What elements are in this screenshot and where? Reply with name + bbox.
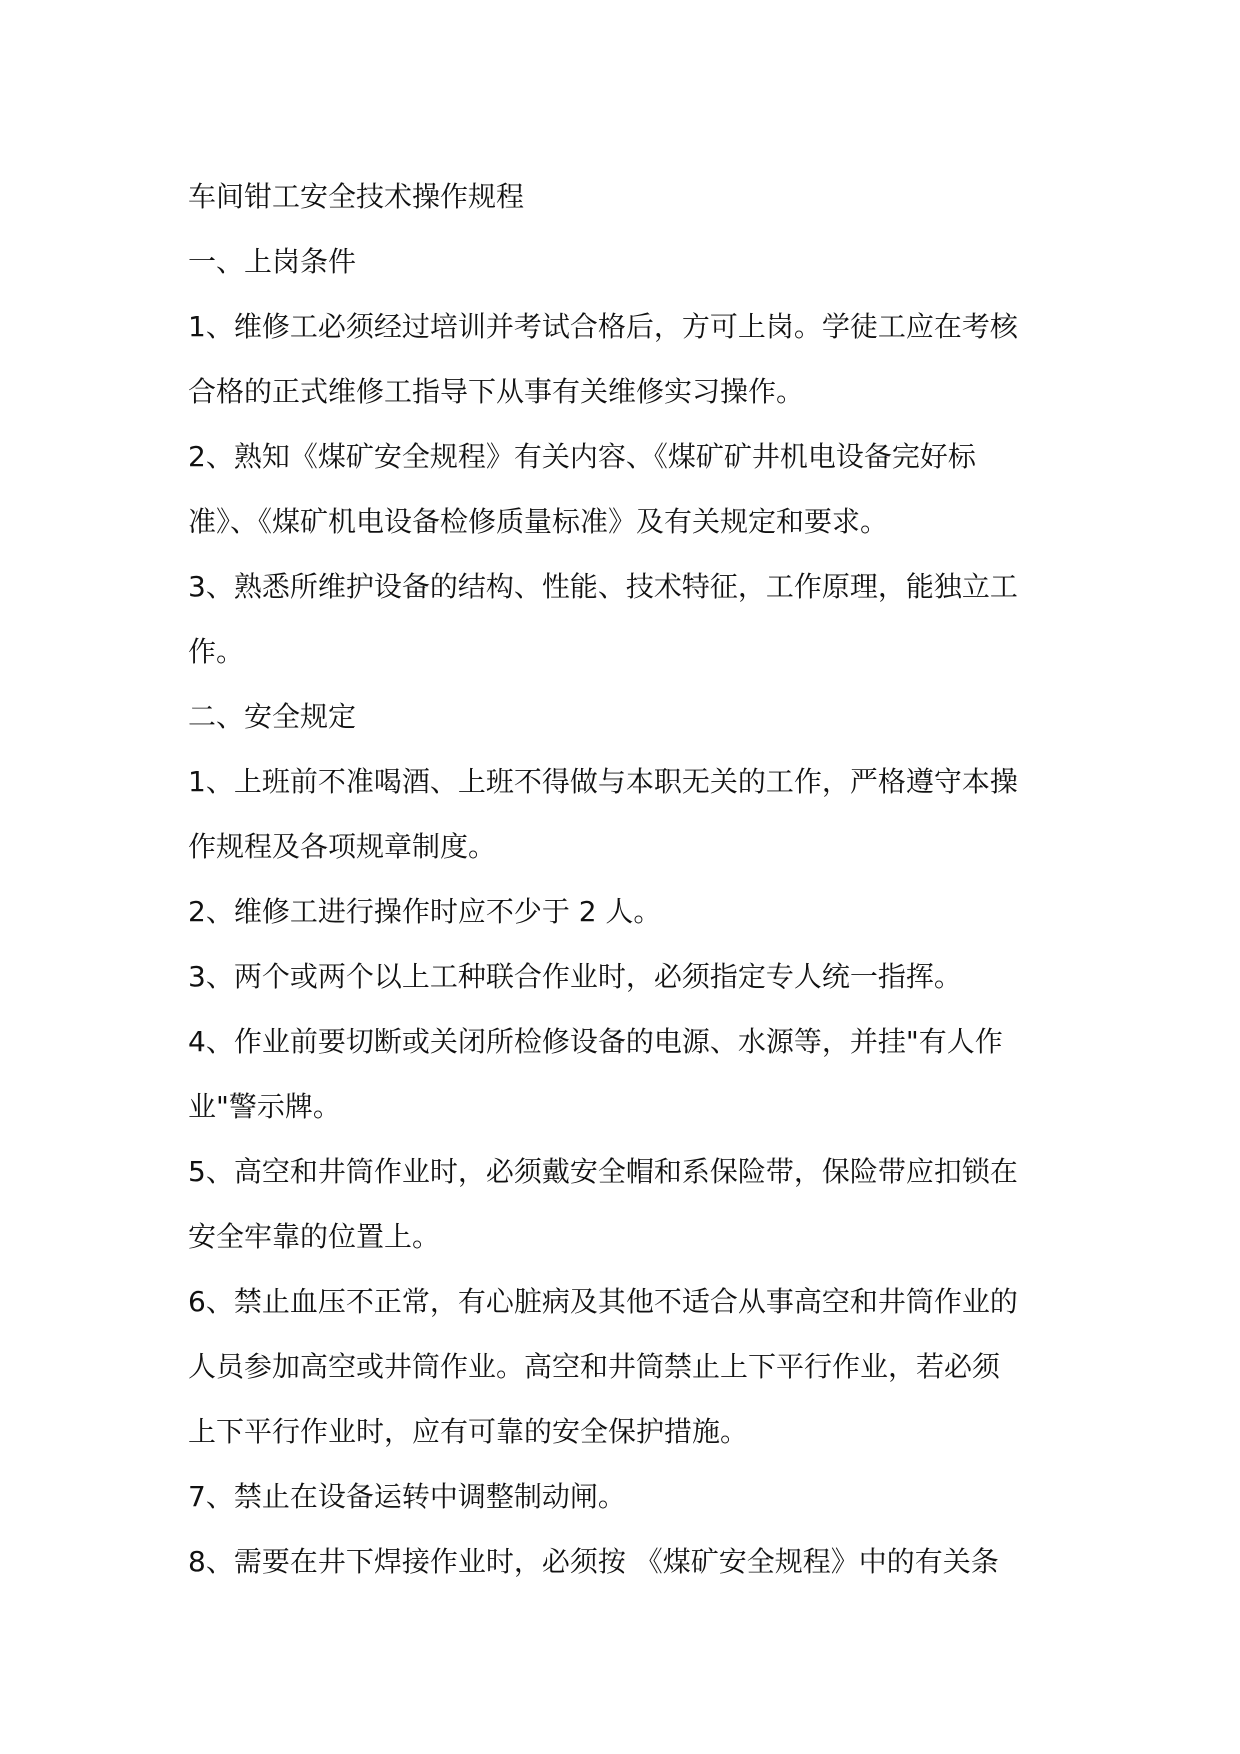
- paragraph-line: 7、禁止在设备运转中调整制动闸。: [188, 1480, 626, 1513]
- paragraph-line: 8、需要在井下焊接作业时，必须按 《煤矿安全规程》中的有关条: [188, 1545, 999, 1578]
- paragraph-line: 1、上班前不准喝酒、上班不得做与本职无关的工作，严格遵守本操: [188, 765, 1018, 798]
- paragraph-line: 准》、《煤矿机电设备检修质量标准》及有关规定和要求。: [188, 505, 889, 538]
- document-title: 车间钳工安全技术操作规程: [188, 180, 525, 213]
- paragraph-line: 人员参加高空或井筒作业。高空和井筒禁止上下平行作业，若必须: [188, 1350, 1001, 1383]
- paragraph-line: 安全牢靠的位置上。: [188, 1220, 441, 1253]
- paragraph-line: 1、维修工必须经过培训并考试合格后，方可上岗。学徒工应在考核: [188, 310, 1018, 343]
- paragraph-line: 2、维修工进行操作时应不少于 2 人。: [188, 895, 662, 928]
- paragraph-line: 作。: [188, 635, 245, 668]
- paragraph-line: 合格的正式维修工指导下从事有关维修实习操作。: [188, 375, 805, 408]
- paragraph-line: 6、禁止血压不正常，有心脏病及其他不适合从事高空和井筒作业的: [188, 1285, 1018, 1318]
- paragraph-line: 2、熟知《煤矿安全规程》有关内容、《煤矿矿井机电设备完好标: [188, 440, 976, 473]
- paragraph-line: 3、熟悉所维护设备的结构、性能、技术特征，工作原理，能独立工: [188, 570, 1018, 603]
- section-heading: 二、安全规定: [188, 700, 357, 733]
- paragraph-line: 5、高空和井筒作业时，必须戴安全帽和系保险带，保险带应扣锁在: [188, 1155, 1018, 1188]
- paragraph-line: 业"警示牌。: [188, 1090, 341, 1123]
- paragraph-line: 上下平行作业时，应有可靠的安全保护措施。: [188, 1415, 749, 1448]
- paragraph-line: 4、作业前要切断或关闭所检修设备的电源、水源等，并挂"有人作: [188, 1025, 1003, 1058]
- section-heading: 一、上岗条件: [188, 245, 357, 278]
- document-body: [188, 164, 1058, 1594]
- paragraph-line: 3、两个或两个以上工种联合作业时，必须指定专人统一指挥。: [188, 960, 962, 993]
- paragraph-line: 作规程及各项规章制度。: [188, 830, 497, 863]
